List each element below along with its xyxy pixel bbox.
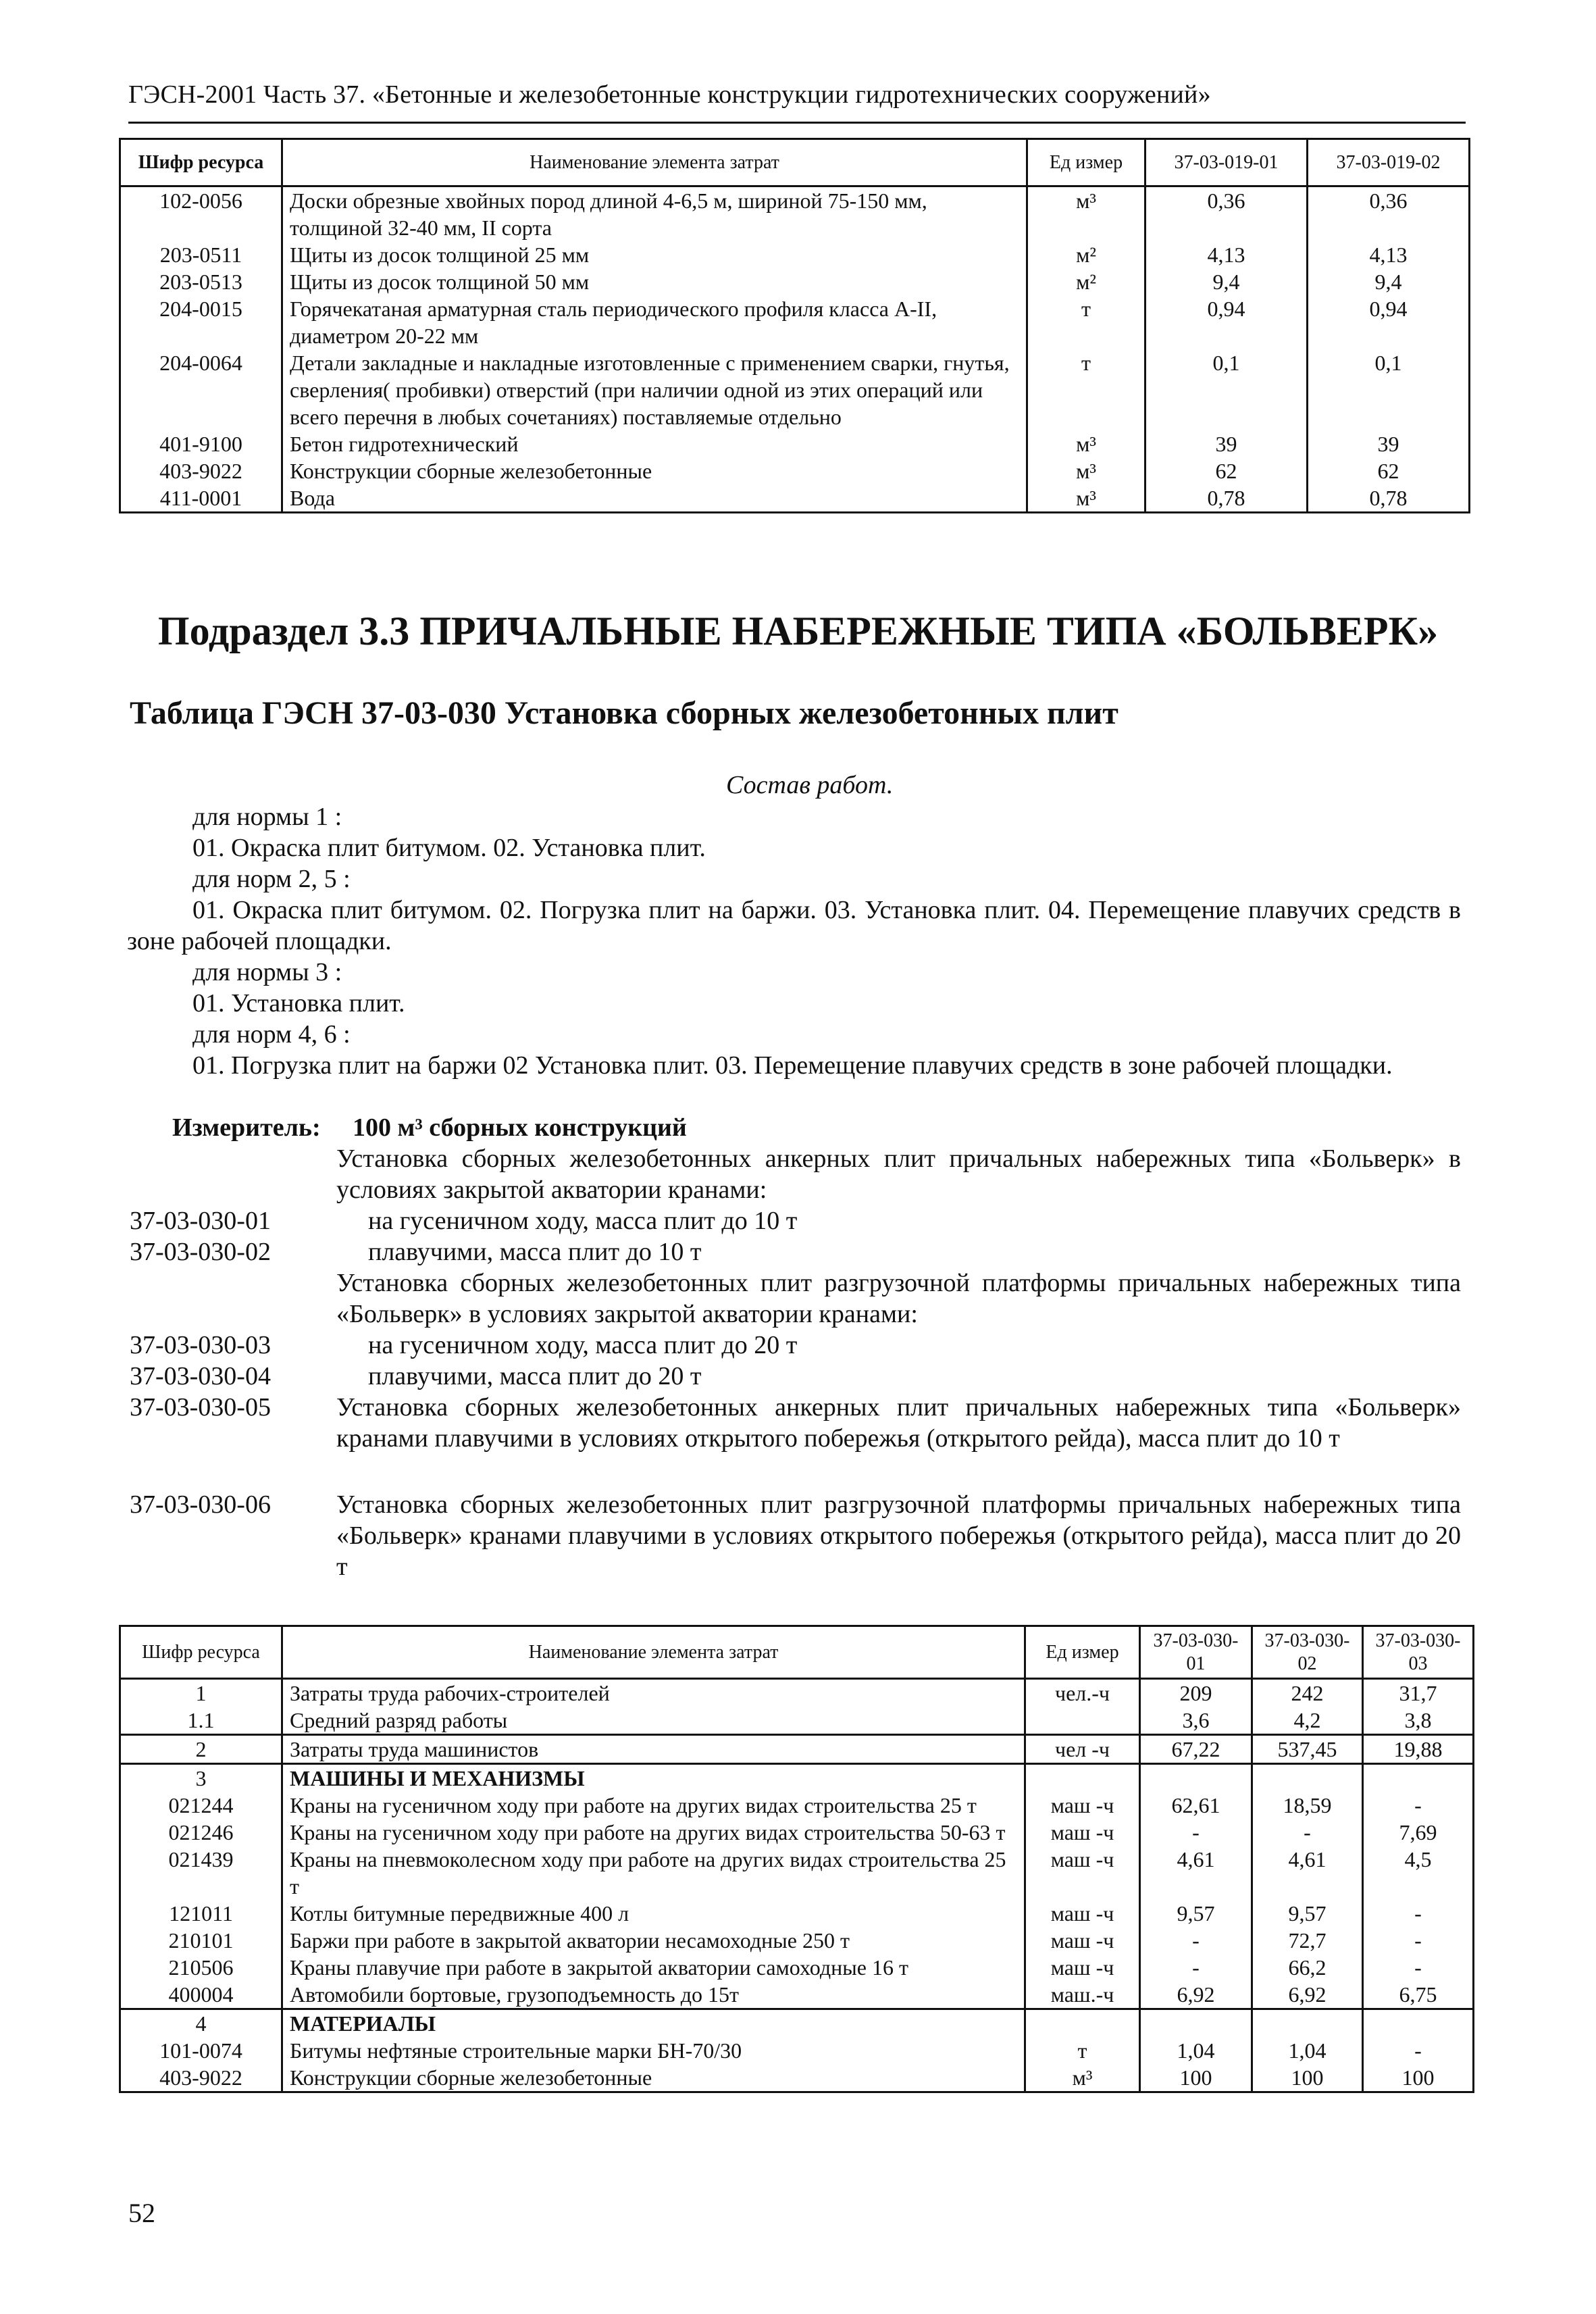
- cell-name: Доски обрезные хвойных пород длиной 4-6,5 м, шириной 75-150 мм, толщиной 32-40 мм, II сорта: [282, 186, 1027, 242]
- cell-value: 0,94: [1145, 295, 1308, 349]
- cell-code: 403-9022: [120, 457, 282, 484]
- col-header-norm-2: 37-03-019-02: [1308, 139, 1470, 186]
- composition-line: для нормы 3 :: [192, 958, 342, 986]
- table-row: [120, 1927, 1474, 1954]
- cell-name: Краны плавучие при работе в закрытой акватории самоходные 16 т: [282, 1954, 1025, 1981]
- cell-unit: маш -ч: [1025, 1819, 1140, 1846]
- table-row: [120, 1954, 1474, 1981]
- cell-value: 67,22: [1140, 1735, 1252, 1764]
- cell-value: 39: [1308, 430, 1470, 457]
- cell-name: Вода: [282, 484, 1027, 513]
- cell-value: -: [1363, 1792, 1474, 1819]
- cell-unit: т: [1025, 2037, 1140, 2064]
- cell-value: 0,36: [1145, 186, 1308, 242]
- cell-value: 4,61: [1252, 1846, 1363, 1900]
- cell-code: 021244: [120, 1792, 282, 1819]
- cell-value: 6,75: [1363, 1981, 1474, 2009]
- cell-value: 4,13: [1308, 241, 1470, 268]
- norm-code: 37-03-030-05: [130, 1393, 271, 1422]
- table-row: [120, 1900, 1474, 1927]
- norm-code: 37-03-030-02: [130, 1238, 271, 1266]
- table-row: [120, 484, 1470, 513]
- cell-name: Конструкции сборные железобетонные: [282, 457, 1027, 484]
- cell-unit: т: [1027, 349, 1145, 430]
- cell-code: 102-0056: [120, 186, 282, 242]
- cell-value: -: [1363, 1900, 1474, 1927]
- cell-code: 203-0513: [120, 268, 282, 295]
- cell-unit: маш -ч: [1025, 1954, 1140, 1981]
- table-row: [120, 1707, 1474, 1735]
- cell-unit: маш -ч: [1025, 1846, 1140, 1900]
- composition-line: для нормы 1 :: [192, 803, 342, 831]
- norm-code: 37-03-030-01: [130, 1207, 271, 1235]
- cell-name: Щиты из досок толщиной 25 мм: [282, 241, 1027, 268]
- table-row: [120, 1981, 1474, 2009]
- col-header-code: Шифр ресурса: [120, 139, 282, 186]
- table-row: [120, 241, 1470, 268]
- cell-value: 72,7: [1252, 1927, 1363, 1954]
- cell-unit: маш -ч: [1025, 1792, 1140, 1819]
- cell-value: 4,61: [1140, 1846, 1252, 1900]
- table-row: [120, 1735, 1474, 1764]
- cell-code: 403-9022: [120, 2064, 282, 2092]
- cell-value: 31,7: [1363, 1679, 1474, 1707]
- cell-unit: м²: [1027, 241, 1145, 268]
- cell-value: 100: [1140, 2064, 1252, 2092]
- cell-code: 411-0001: [120, 484, 282, 513]
- table-row: [120, 1764, 1474, 1792]
- cell-value: 0,36: [1308, 186, 1470, 242]
- col-header-unit: Ед измер: [1025, 1626, 1140, 1679]
- cell-value: [1363, 1764, 1474, 1792]
- composition-line: для норм 2, 5 :: [192, 865, 351, 893]
- cell-value: [1363, 2009, 1474, 2038]
- cell-value: 100: [1252, 2064, 1363, 2092]
- cell-name: Бетон гидротехнический: [282, 430, 1027, 457]
- cell-code: 204-0015: [120, 295, 282, 349]
- cell-value: 66,2: [1252, 1954, 1363, 1981]
- cell-name: Средний разряд работы: [282, 1707, 1025, 1735]
- table-row: [120, 2037, 1474, 2064]
- running-header: ГЭСН-2001 Часть 37. «Бетонные и железобетонные конструкции гидротехнических сооружений»: [128, 80, 1211, 109]
- table-header-row: [120, 1626, 1474, 1679]
- cell-code: 1: [120, 1679, 282, 1707]
- table-row: [120, 349, 1470, 430]
- composition-line: 01. Окраска плит битумом. 02. Погрузка плит на баржи. 03. Установка плит. 04. Перемещение плавучих средств в зоне рабочей площадки.: [127, 896, 1461, 955]
- cell-name: Краны на гусеничном ходу при работе на других видах строительства 25 т: [282, 1792, 1025, 1819]
- col-header-name: Наименование элемента затрат: [282, 1626, 1025, 1679]
- resource-table-019: [119, 138, 1470, 513]
- cell-name: Щиты из досок толщиной 50 мм: [282, 268, 1027, 295]
- cell-unit: [1025, 1764, 1140, 1792]
- cell-value: 9,4: [1145, 268, 1308, 295]
- cell-unit: [1025, 1707, 1140, 1735]
- cell-value: 100: [1363, 2064, 1474, 2092]
- table-row: [120, 295, 1470, 349]
- cell-value: [1140, 2009, 1252, 2038]
- cell-unit: м³: [1027, 484, 1145, 513]
- cell-value: 19,88: [1363, 1735, 1474, 1764]
- cell-code: 2: [120, 1735, 282, 1764]
- col-header-norm-3: 37-03-030-03: [1363, 1626, 1474, 1679]
- cell-unit: чел.-ч: [1025, 1679, 1140, 1707]
- cell-value: 4,13: [1145, 241, 1308, 268]
- norm-description: на гусеничном ходу, масса плит до 20 т: [368, 1331, 798, 1359]
- norm-code: 37-03-030-04: [130, 1362, 271, 1390]
- cell-name: Конструкции сборные железобетонные: [282, 2064, 1025, 2092]
- norm-group-intro: Установка сборных железобетонных плит разгрузочной платформы причальных набережных типа «Больверк» в условиях закрытой акватории кранами:: [336, 1269, 1461, 1328]
- cell-code: 021439: [120, 1846, 282, 1900]
- cell-name: Краны на гусеничном ходу при работе на других видах строительства 50-63 т: [282, 1819, 1025, 1846]
- cell-value: [1140, 1764, 1252, 1792]
- cell-value: 4,2: [1252, 1707, 1363, 1735]
- col-header-norm-2: 37-03-030-02: [1252, 1626, 1363, 1679]
- table-row: [120, 2064, 1474, 2092]
- cell-name: Автомобили бортовые, грузоподъемность до 15т: [282, 1981, 1025, 2009]
- cell-value: 62: [1145, 457, 1308, 484]
- cell-unit: м³: [1027, 430, 1145, 457]
- cell-unit: маш.-ч: [1025, 1981, 1140, 2009]
- cell-code: 3: [120, 1764, 282, 1792]
- composition-title: Состав работ.: [726, 771, 894, 799]
- cell-value: 1,04: [1252, 2037, 1363, 2064]
- col-header-unit: Ед измер: [1027, 139, 1145, 186]
- cell-code: 401-9100: [120, 430, 282, 457]
- cell-value: [1252, 1764, 1363, 1792]
- table-row: [120, 1679, 1474, 1707]
- cell-unit: м²: [1027, 268, 1145, 295]
- cell-value: -: [1140, 1927, 1252, 1954]
- cell-value: 242: [1252, 1679, 1363, 1707]
- cell-value: -: [1363, 2037, 1474, 2064]
- cell-code: 121011: [120, 1900, 282, 1927]
- cell-code: 204-0064: [120, 349, 282, 430]
- table-row: [120, 1819, 1474, 1846]
- norm-description: Установка сборных железобетонных плит разгрузочной платформы причальных набережных типа «Больверк» кранами плавучими в условиях открытого побережья (открытого рейда), масса плит до 20 т: [336, 1490, 1461, 1581]
- table-row: [120, 1846, 1474, 1900]
- cell-value: -: [1252, 1819, 1363, 1846]
- cell-value: 6,92: [1140, 1981, 1252, 2009]
- header-rule: [128, 122, 1466, 124]
- cell-unit: м³: [1027, 186, 1145, 242]
- cell-code: 210101: [120, 1927, 282, 1954]
- cell-value: 9,57: [1140, 1900, 1252, 1927]
- composition-line: 01. Установка плит.: [192, 989, 405, 1017]
- cell-code: 203-0511: [120, 241, 282, 268]
- col-header-norm-1: 37-03-030-01: [1140, 1626, 1252, 1679]
- cell-value: 3,8: [1363, 1707, 1474, 1735]
- cell-value: 7,69: [1363, 1819, 1474, 1846]
- cell-unit: м³: [1025, 2064, 1140, 2092]
- page-number: 52: [128, 2198, 155, 2228]
- cell-value: -: [1363, 1954, 1474, 1981]
- cell-code: 4: [120, 2009, 282, 2038]
- meter-label: Измеритель:: [172, 1113, 321, 1142]
- cell-unit: чел -ч: [1025, 1735, 1140, 1764]
- norm-description: Установка сборных железобетонных анкерных плит причальных набережных типа «Больверк» кранами плавучими в условиях открытого побережья (открытого рейда), масса плит до 10 т: [336, 1393, 1461, 1453]
- cell-unit: м³: [1027, 457, 1145, 484]
- cell-code: 1.1: [120, 1707, 282, 1735]
- resource-table-030: [119, 1625, 1474, 2093]
- table-title: Таблица ГЭСН 37-03-030 Установка сборных железобетонных плит: [130, 695, 1118, 731]
- table-row: [120, 1792, 1474, 1819]
- cell-value: 0,78: [1308, 484, 1470, 513]
- cell-name: Детали закладные и накладные изготовленные с применением сварки, гнутья, сверления( пробивки) отверстий (при наличии одной из этих операций или всего перечня в любых сочетаниях) поставляемые отдельно: [282, 349, 1027, 430]
- norm-description: на гусеничном ходу, масса плит до 10 т: [368, 1207, 798, 1235]
- cell-value: 0,1: [1145, 349, 1308, 430]
- cell-value: 3,6: [1140, 1707, 1252, 1735]
- norm-description: плавучими, масса плит до 10 т: [368, 1238, 702, 1266]
- cell-value: 62,61: [1140, 1792, 1252, 1819]
- cell-value: -: [1140, 1954, 1252, 1981]
- subsection-title: Подраздел 3.3 ПРИЧАЛЬНЫЕ НАБЕРЕЖНЫЕ ТИПА «БОЛЬВЕРК»: [157, 609, 1439, 653]
- cell-code: 021246: [120, 1819, 282, 1846]
- cell-name: Баржи при работе в закрытой акватории несамоходные 250 т: [282, 1927, 1025, 1954]
- cell-name: Котлы битумные передвижные 400 л: [282, 1900, 1025, 1927]
- section-heading: МАТЕРИАЛЫ: [282, 2009, 1025, 2038]
- table-header-row: [120, 139, 1470, 186]
- cell-name: Затраты труда рабочих-строителей: [282, 1679, 1025, 1707]
- norm-code: 37-03-030-06: [130, 1490, 271, 1519]
- cell-name: Горячекатаная арматурная сталь периодического профиля класса А-II, диаметром 20-22 мм: [282, 295, 1027, 349]
- cell-value: 6,92: [1252, 1981, 1363, 2009]
- cell-name: Краны на пневмоколесном ходу при работе на других видах строительства 25 т: [282, 1846, 1025, 1900]
- cell-value: -: [1140, 1819, 1252, 1846]
- cell-value: 9,57: [1252, 1900, 1363, 1927]
- cell-code: 210506: [120, 1954, 282, 1981]
- cell-value: 9,4: [1308, 268, 1470, 295]
- cell-value: 1,04: [1140, 2037, 1252, 2064]
- table-row: [120, 430, 1470, 457]
- norm-code: 37-03-030-03: [130, 1331, 271, 1359]
- col-header-norm-1: 37-03-019-01: [1145, 139, 1308, 186]
- cell-unit: [1025, 2009, 1140, 2038]
- composition-line: 01. Окраска плит битумом. 02. Установка плит.: [192, 834, 706, 862]
- cell-unit: т: [1027, 295, 1145, 349]
- cell-value: 4,5: [1363, 1846, 1474, 1900]
- cell-name: Битумы нефтяные строительные марки БН-70/30: [282, 2037, 1025, 2064]
- cell-value: 0,94: [1308, 295, 1470, 349]
- cell-value: 0,78: [1145, 484, 1308, 513]
- cell-value: 39: [1145, 430, 1308, 457]
- cell-value: 537,45: [1252, 1735, 1363, 1764]
- table-row: [120, 457, 1470, 484]
- cell-value: 209: [1140, 1679, 1252, 1707]
- col-header-name: Наименование элемента затрат: [282, 139, 1027, 186]
- section-heading: МАШИНЫ И МЕХАНИЗМЫ: [282, 1764, 1025, 1792]
- cell-value: [1252, 2009, 1363, 2038]
- cell-value: 62: [1308, 457, 1470, 484]
- cell-unit: маш -ч: [1025, 1927, 1140, 1954]
- cell-value: 0,1: [1308, 349, 1470, 430]
- cell-code: 400004: [120, 1981, 282, 2009]
- norm-description: плавучими, масса плит до 20 т: [368, 1362, 702, 1390]
- cell-unit: маш -ч: [1025, 1900, 1140, 1927]
- cell-value: 18,59: [1252, 1792, 1363, 1819]
- composition-line: для норм 4, 6 :: [192, 1020, 351, 1049]
- norm-group-intro: Установка сборных железобетонных анкерных плит причальных набережных типа «Больверк» в условиях закрытой акватории кранами:: [336, 1145, 1461, 1204]
- meter-value: 100 м³ сборных конструкций: [353, 1113, 687, 1142]
- cell-code: 101-0074: [120, 2037, 282, 2064]
- table-row: [120, 268, 1470, 295]
- table-row: [120, 186, 1470, 242]
- cell-name: Затраты труда машинистов: [282, 1735, 1025, 1764]
- col-header-code: Шифр ресурса: [120, 1626, 282, 1679]
- composition-line: 01. Погрузка плит на баржи 02 Установка плит. 03. Перемещение плавучих средств в зоне рабочей площадки.: [192, 1051, 1393, 1080]
- cell-value: -: [1363, 1927, 1474, 1954]
- table-row: [120, 2009, 1474, 2038]
